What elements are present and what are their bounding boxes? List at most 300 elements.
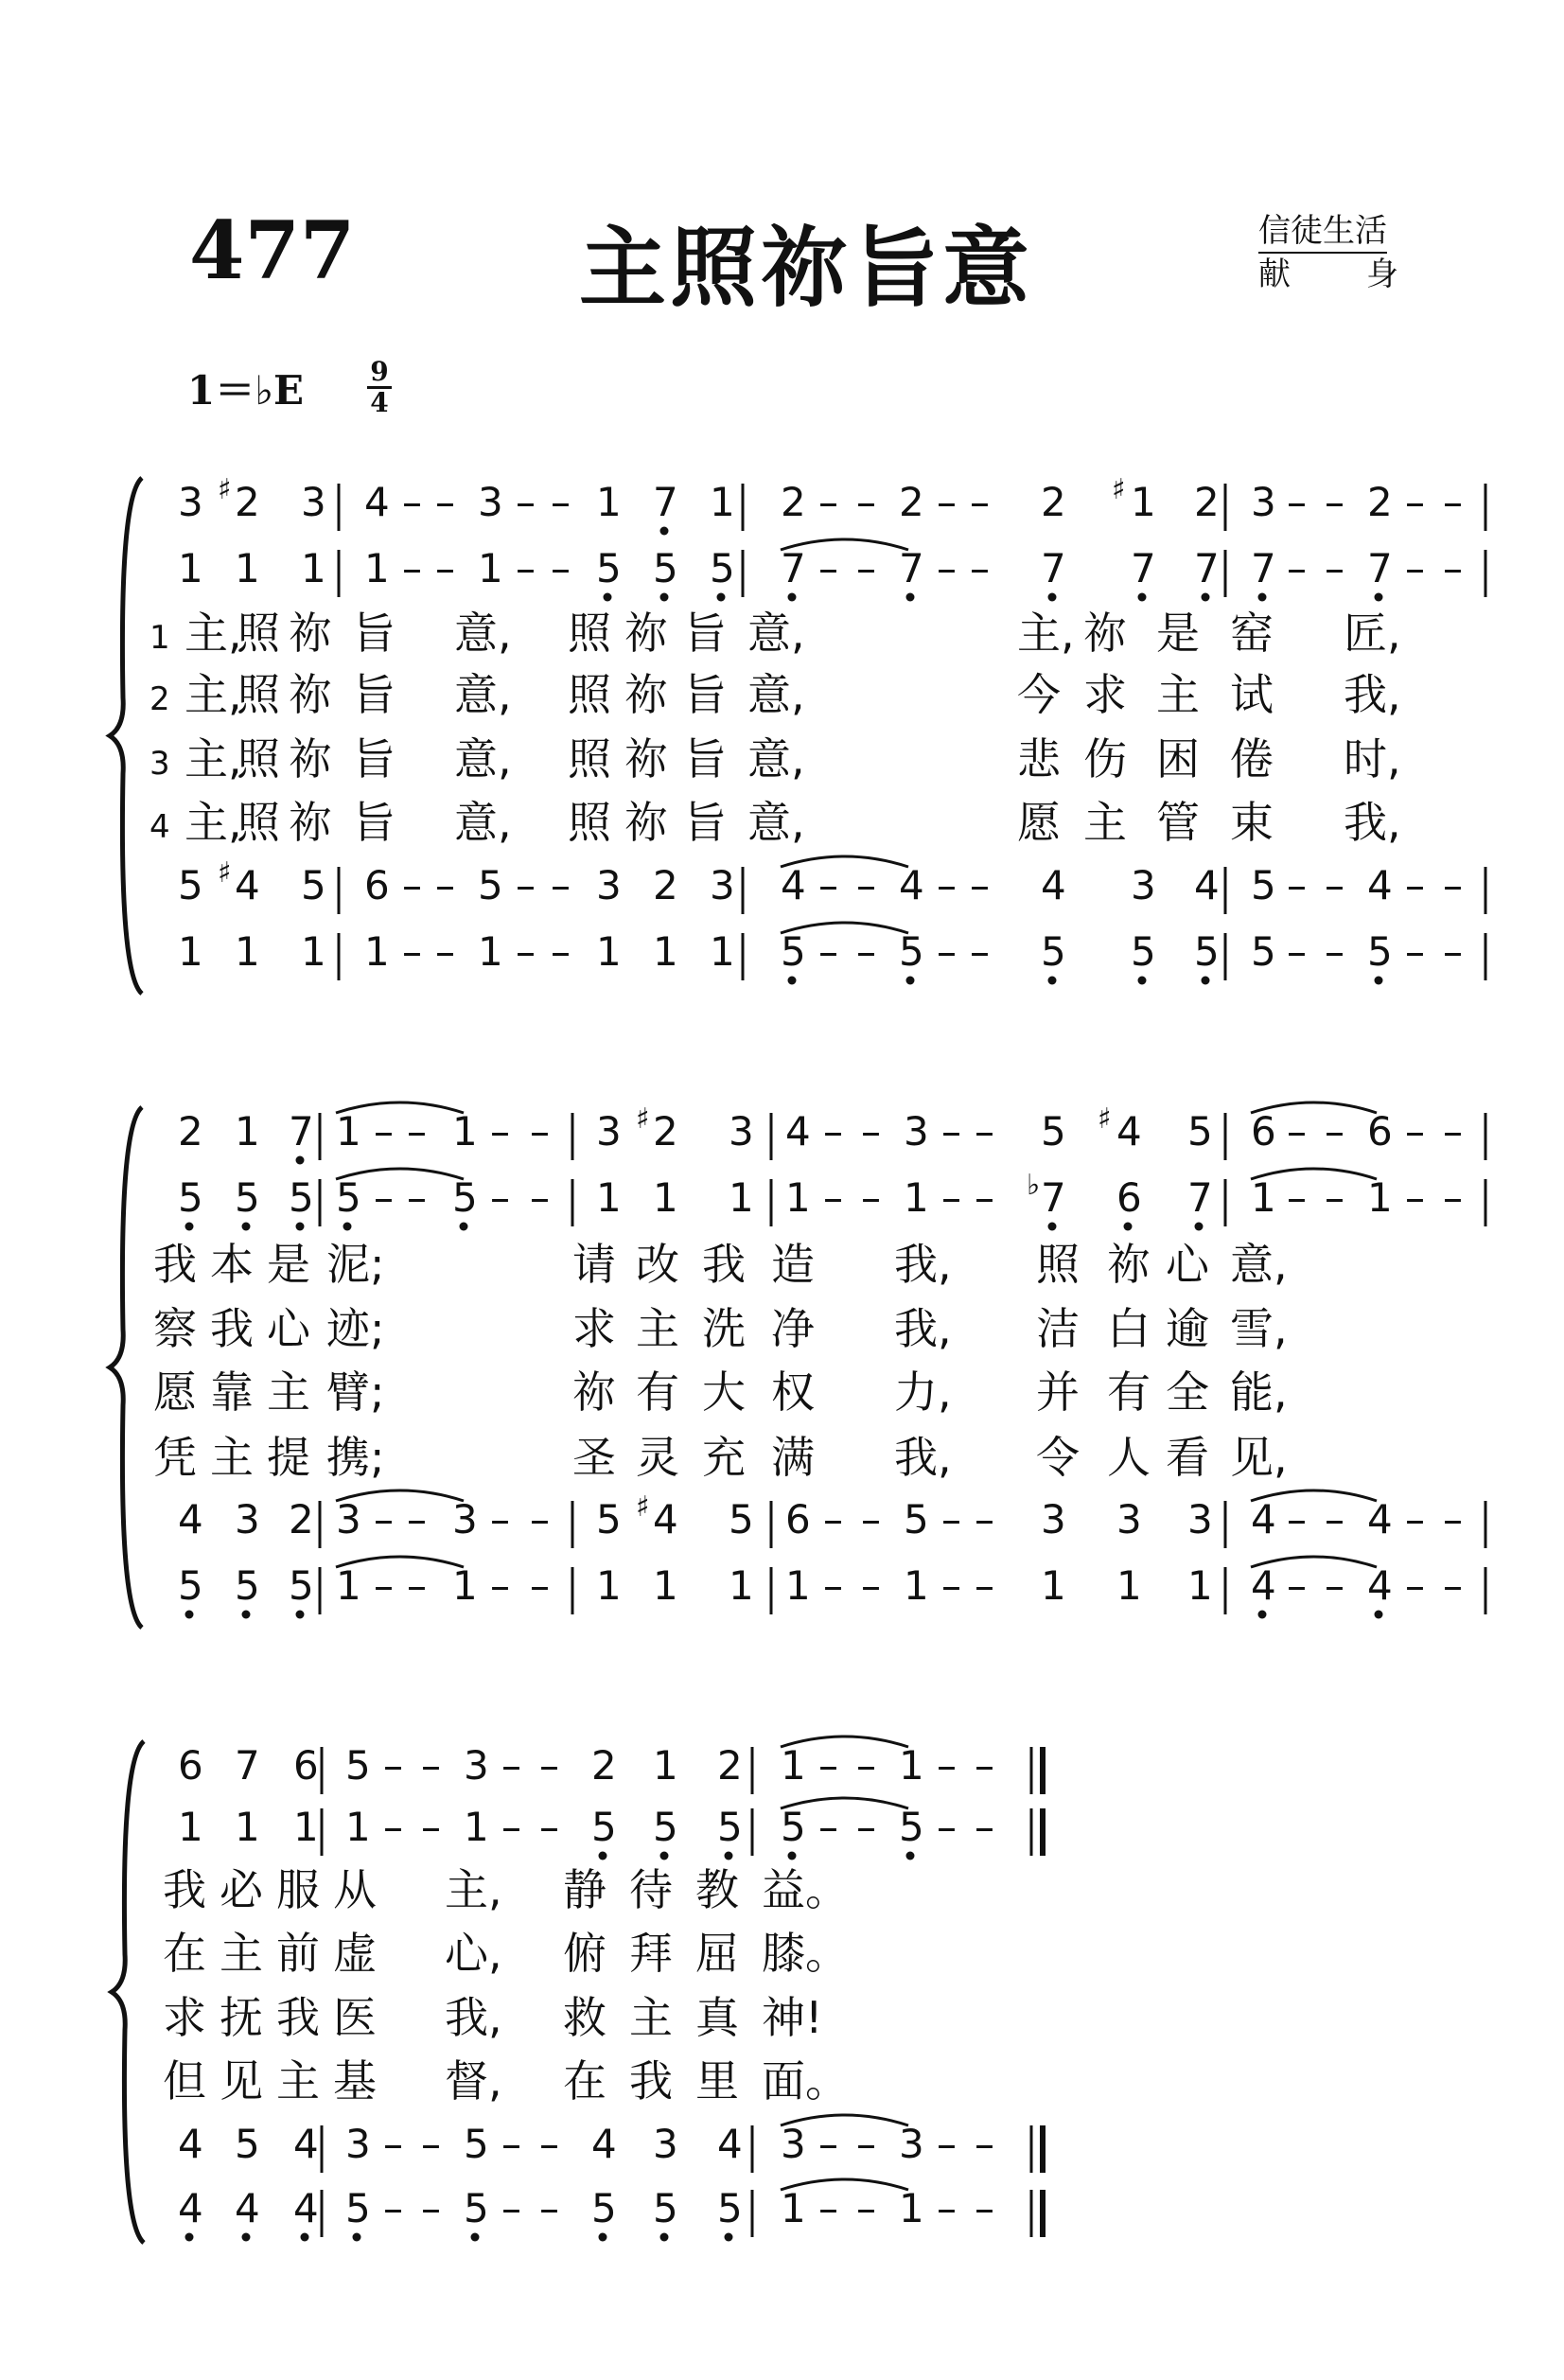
note-dash: –: [1443, 928, 1463, 975]
note-digit: 1: [178, 1804, 203, 1850]
note-digit: 5: [178, 1562, 203, 1609]
note-dash: –: [1287, 1174, 1307, 1221]
note-digit: 1: [235, 1108, 260, 1155]
note-dash: –: [501, 1742, 521, 1789]
note-digit: 4: [293, 2185, 319, 2231]
note-digit: 1: [785, 1562, 811, 1609]
note-dash: –: [861, 1496, 881, 1543]
note-dash: –: [490, 1108, 510, 1155]
lyric-char: 看: [1166, 1432, 1209, 1483]
note-dash: –: [941, 1108, 961, 1155]
note-digit: 3: [653, 2121, 678, 2167]
note-digit: 4: [235, 862, 260, 908]
note-dash: –: [539, 1742, 559, 1789]
lyric-char: 教: [695, 1864, 739, 1915]
octave-dot: [725, 2233, 733, 2242]
note-digit: 1: [178, 928, 203, 975]
note-row: [178, 928, 1485, 985]
lyric-char: 是: [1156, 608, 1200, 659]
note-digit: 1: [1131, 479, 1156, 525]
note-digit: 5: [1367, 928, 1393, 975]
lyric-char: 见: [220, 2055, 263, 2107]
note-digit: 1: [653, 1742, 678, 1789]
note-digit: 7: [1131, 545, 1156, 591]
note-digit: 3: [1131, 862, 1156, 908]
note-dash: –: [975, 1108, 994, 1155]
lyric-char: 意,: [1230, 1239, 1288, 1290]
time-signature-bottom: 4: [367, 386, 392, 417]
note-dash: –: [551, 862, 571, 908]
note-dash: –: [1287, 928, 1307, 975]
note-dash: –: [1443, 1108, 1463, 1155]
note-dash: –: [941, 1496, 961, 1543]
lyric-char: 泥;: [326, 1239, 385, 1290]
octave-dot: [185, 2233, 194, 2242]
note-dash: –: [402, 862, 422, 908]
note-digit: 3: [596, 862, 622, 908]
note-dash: –: [970, 479, 990, 525]
lyric-char: 心: [1166, 1239, 1209, 1290]
note-digit: 7: [289, 1108, 314, 1155]
lyric-char: 灵: [636, 1432, 679, 1483]
note-digit: 3: [1187, 1496, 1213, 1543]
note-digit: 6: [1251, 1108, 1276, 1155]
lyric-char: 窑: [1230, 608, 1274, 659]
lyric-char: 愿: [1017, 797, 1061, 848]
note-dash: –: [407, 1562, 427, 1609]
octave-dot: [599, 1852, 607, 1860]
note-dash: –: [937, 862, 957, 908]
note-digit: 1: [596, 1562, 622, 1609]
note-row: [178, 2185, 1043, 2242]
lyric-char: 照: [237, 608, 280, 659]
note-digit: 1: [452, 1562, 478, 1609]
note-dash: –: [856, 1742, 876, 1789]
lyric-char: 面。: [762, 2055, 849, 2107]
octave-dot: [906, 593, 915, 602]
note-dash: –: [490, 1496, 510, 1543]
note-digit: 7: [1251, 545, 1276, 591]
lyric-char: 见,: [1230, 1432, 1288, 1483]
note-dash: –: [1443, 479, 1463, 525]
note-dash: –: [975, 1496, 994, 1543]
lyric-char: 我,: [1344, 797, 1401, 848]
note-digit: 4: [591, 2121, 617, 2167]
lyric-char: 意,: [454, 669, 512, 720]
note-digit: 6: [364, 862, 390, 908]
note-row: [178, 1742, 1043, 1794]
lyric-char: 时,: [1344, 733, 1401, 785]
lyric-char: 力,: [894, 1366, 952, 1418]
lyric-char: 管: [1156, 797, 1200, 848]
lyric-char: 照: [568, 669, 611, 720]
note-digit: 1: [364, 545, 390, 591]
note-digit: 1: [1187, 1562, 1213, 1609]
lyric-char: 我,: [894, 1432, 952, 1483]
octave-dot: [1124, 1223, 1133, 1231]
lyric-row: [149, 608, 1401, 659]
note-dash: –: [818, 928, 838, 975]
lyric-char: 照: [568, 797, 611, 848]
lyric-char: 满: [771, 1432, 815, 1483]
note-dash: –: [1405, 1174, 1425, 1221]
note-dash: –: [856, 2185, 876, 2231]
note-digit: 2: [653, 1108, 678, 1155]
lyric-char: 求: [163, 1992, 206, 2043]
lyric-char: 净: [771, 1303, 815, 1354]
note-digit: 4: [1251, 1496, 1276, 1543]
lyric-char: 督,: [445, 2055, 502, 2107]
note-dash: –: [407, 1496, 427, 1543]
note-dash: –: [970, 545, 990, 591]
lyric-char: 主: [629, 1992, 673, 2043]
lyric-char: 祢: [624, 669, 668, 720]
octave-dot: [1048, 593, 1057, 602]
note-digit: 6: [1367, 1108, 1393, 1155]
octave-dot: [242, 1611, 251, 1619]
octave-dot: [301, 2233, 309, 2242]
note-digit: 1: [464, 1804, 489, 1850]
note-dash: –: [421, 2121, 441, 2167]
note-digit: 5: [653, 545, 678, 591]
note-digit: 5: [452, 1174, 478, 1221]
note-digit: 1: [178, 545, 203, 591]
note-digit: 1: [729, 1174, 754, 1221]
lyric-char: 祢: [624, 608, 668, 659]
note-digit: 4: [1116, 1108, 1142, 1155]
lyric-char: 抚: [220, 1992, 263, 2043]
lyric-char: 雪,: [1230, 1303, 1288, 1354]
note-row: [178, 473, 1485, 536]
note-dash: –: [501, 2121, 521, 2167]
note-dash: –: [407, 1108, 427, 1155]
note-digit: 1: [235, 1804, 260, 1850]
lyric-row: [149, 669, 1401, 720]
note-digit: 3: [781, 2121, 806, 2167]
hymn-title: 主照祢旨意: [579, 218, 1034, 319]
note-dash: –: [975, 2185, 994, 2231]
octave-dot: [1138, 977, 1147, 985]
note-dash: –: [516, 479, 536, 525]
octave-dot: [660, 2233, 669, 2242]
note-digit: 4: [717, 2121, 743, 2167]
note-digit: 3: [464, 1742, 489, 1789]
note-digit: 5: [1041, 1108, 1066, 1155]
note-digit: 3: [1251, 479, 1276, 525]
lyric-char: 医: [333, 1992, 377, 2043]
lyric-char: 祢: [1083, 608, 1127, 659]
lyric-char: 迹;: [326, 1303, 385, 1354]
accidental: ♭: [1027, 1169, 1041, 1202]
note-digit: 6: [293, 1742, 319, 1789]
note-digit: 4: [1367, 1562, 1393, 1609]
note-dash: –: [1325, 1108, 1344, 1155]
note-dash: –: [435, 928, 455, 975]
note-row: [178, 856, 1485, 914]
lyric-char: 祢: [624, 797, 668, 848]
note-digit: 4: [1251, 1562, 1276, 1609]
note-dash: –: [861, 1174, 881, 1221]
note-dash: –: [856, 545, 876, 591]
lyric-row: [163, 2055, 849, 2107]
note-dash: –: [856, 479, 876, 525]
note-digit: 7: [781, 545, 806, 591]
note-dash: –: [1325, 479, 1344, 525]
note-dash: –: [937, 1742, 957, 1789]
lyric-char: 主: [210, 1432, 254, 1483]
note-dash: –: [937, 545, 957, 591]
note-dash: –: [818, 1742, 838, 1789]
lyric-char: 祢: [624, 733, 668, 785]
lyric-char: 主: [220, 1928, 263, 1979]
lyric-char: 是: [267, 1239, 310, 1290]
note-dash: –: [1287, 1562, 1307, 1609]
note-dash: –: [818, 862, 838, 908]
note-digit: 7: [1194, 545, 1220, 591]
note-dash: –: [1443, 545, 1463, 591]
lyric-char: 改: [636, 1239, 679, 1290]
note-digit: 1: [345, 1804, 371, 1850]
note-digit: 4: [178, 2185, 203, 2231]
octave-dot: [1375, 1611, 1383, 1619]
lyric-row: [153, 1303, 1288, 1354]
note-digit: 1: [710, 928, 735, 975]
category-sub: 献 身: [1258, 256, 1398, 293]
note-digit: 3: [904, 1108, 929, 1155]
note-digit: 5: [717, 2185, 743, 2231]
note-digit: 1: [301, 928, 326, 975]
lyric-char: 权: [771, 1366, 815, 1418]
note-digit: 4: [364, 479, 390, 525]
note-dash: –: [1443, 1174, 1463, 1221]
note-dash: –: [516, 928, 536, 975]
note-dash: –: [937, 2185, 957, 2231]
lyric-char: 倦: [1230, 733, 1274, 785]
note-digit: 4: [785, 1108, 811, 1155]
lyric-char: 我,: [894, 1239, 952, 1290]
note-dash: –: [1405, 545, 1425, 591]
octave-dot: [725, 1852, 733, 1860]
note-digit: 2: [591, 1742, 617, 1789]
note-dash: –: [1405, 1496, 1425, 1543]
lyric-char: 试: [1230, 669, 1274, 720]
note-digit: 3: [596, 1108, 622, 1155]
lyric-char: 意,: [454, 608, 512, 659]
lyric-char: 意,: [747, 608, 805, 659]
lyric-char: 照: [1036, 1239, 1080, 1290]
note-digit: 1: [899, 1742, 924, 1789]
note-dash: –: [1325, 1174, 1344, 1221]
note-digit: 1: [596, 1174, 622, 1221]
note-row: [178, 1562, 1485, 1619]
note-dash: –: [1443, 1562, 1463, 1609]
note-digit: 5: [717, 1804, 743, 1850]
note-digit: 5: [899, 928, 924, 975]
note-digit: 6: [785, 1496, 811, 1543]
lyric-char: 我: [153, 1239, 197, 1290]
note-dash: –: [856, 862, 876, 908]
octave-dot: [660, 593, 669, 602]
accidental: ♯: [636, 1490, 650, 1524]
note-digit: 5: [345, 1742, 371, 1789]
note-digit: 1: [596, 479, 622, 525]
lyric-char: 神!: [762, 1992, 823, 2043]
lyric-char: 照: [568, 608, 611, 659]
note-dash: –: [435, 545, 455, 591]
lyric-char: 靠: [210, 1366, 254, 1418]
note-digit: 6: [178, 1742, 203, 1789]
octave-dot: [788, 1852, 797, 1860]
note-digit: 2: [1367, 479, 1393, 525]
lyric-char: 照: [237, 669, 280, 720]
note-dash: –: [1325, 545, 1344, 591]
lyric-char: 臂;: [326, 1366, 385, 1418]
lyric-char: 我: [163, 1864, 206, 1915]
note-dash: –: [1325, 1496, 1344, 1543]
lyric-char: 人: [1107, 1432, 1151, 1483]
octave-dot: [788, 593, 797, 602]
lyric-char: 主: [267, 1366, 310, 1418]
note-dash: –: [530, 1496, 550, 1543]
note-dash: –: [937, 2121, 957, 2167]
lyric-char: 有: [636, 1366, 679, 1418]
note-dash: –: [856, 928, 876, 975]
lyric-char: 洗: [702, 1303, 746, 1354]
lyric-char: 主: [1083, 797, 1127, 848]
note-digit: 1: [781, 2185, 806, 2231]
note-dash: –: [383, 2121, 403, 2167]
note-digit: 5: [591, 1804, 617, 1850]
note-digit: 1: [301, 545, 326, 591]
lyric-char: 真: [695, 1992, 739, 2043]
lyric-char: 祢: [289, 608, 332, 659]
note-digit: 1: [293, 1804, 319, 1850]
lyric-char: 主,: [185, 733, 242, 785]
lyric-char: 我,: [445, 1992, 502, 2043]
note-dash: –: [1325, 928, 1344, 975]
system-brace: [110, 478, 142, 994]
note-row: [178, 1804, 1043, 1860]
note-digit: 3: [710, 862, 735, 908]
lyric-char: 白: [1107, 1303, 1151, 1354]
note-dash: –: [975, 1742, 994, 1789]
octave-dot: [353, 2233, 361, 2242]
note-digit: 4: [293, 2121, 319, 2167]
octave-dot: [604, 593, 612, 602]
note-digit: 5: [1187, 1108, 1213, 1155]
note-digit: 5: [235, 1562, 260, 1609]
note-dash: –: [539, 2121, 559, 2167]
accidental: ♯: [1098, 1102, 1112, 1136]
lyric-char: 祢: [1107, 1239, 1151, 1290]
octave-dot: [1375, 593, 1383, 602]
note-digit: 4: [1194, 862, 1220, 908]
note-dash: –: [530, 1174, 550, 1221]
accidental: ♯: [636, 1102, 650, 1136]
lyric-char: 伤: [1083, 733, 1127, 785]
note-digit: 7: [899, 545, 924, 591]
note-digit: 5: [301, 862, 326, 908]
note-dash: –: [530, 1108, 550, 1155]
note-dash: –: [1405, 479, 1425, 525]
note-dash: –: [551, 928, 571, 975]
note-dash: –: [1287, 862, 1307, 908]
note-digit: 5: [710, 545, 735, 591]
lyric-char: 必: [220, 1864, 263, 1915]
note-dash: –: [551, 479, 571, 525]
lyric-row: [153, 1432, 1288, 1483]
note-digit: 4: [899, 862, 924, 908]
note-dash: –: [818, 2121, 838, 2167]
note-dash: –: [1287, 479, 1307, 525]
octave-dot: [1375, 977, 1383, 985]
note-digit: 1: [785, 1174, 811, 1221]
lyric-char: 在: [563, 2055, 606, 2107]
note-digit: 1: [364, 928, 390, 975]
lyric-char: 匠,: [1344, 608, 1401, 659]
note-dash: –: [975, 1562, 994, 1609]
note-dash: –: [501, 1804, 521, 1850]
note-digit: 5: [1194, 928, 1220, 975]
time-signature-top: 9: [370, 356, 389, 387]
note-dash: –: [435, 479, 455, 525]
note-digit: 3: [729, 1108, 754, 1155]
lyric-char: 旨: [683, 608, 727, 659]
lyric-char: 求: [1083, 669, 1127, 720]
note-digit: 1: [1041, 1562, 1066, 1609]
octave-dot: [906, 977, 915, 985]
note-dash: –: [823, 1108, 843, 1155]
note-digit: 2: [781, 479, 806, 525]
octave-dot: [296, 1223, 305, 1231]
lyric-char: 意,: [454, 733, 512, 785]
note-digit: 5: [235, 1174, 260, 1221]
note-row: [178, 545, 1485, 602]
note-digit: 1: [904, 1562, 929, 1609]
lyric-char: 救: [563, 1992, 606, 2043]
note-digit: 1: [478, 928, 503, 975]
note-digit: 1: [336, 1108, 361, 1155]
lyric-char: 照: [568, 733, 611, 785]
octave-dot: [660, 527, 669, 536]
note-dash: –: [421, 2185, 441, 2231]
note-digit: 7: [1187, 1174, 1213, 1221]
note-digit: 1: [336, 1562, 361, 1609]
note-dash: –: [975, 1174, 994, 1221]
note-digit: 3: [178, 479, 203, 525]
lyric-char: 全: [1166, 1366, 1209, 1418]
note-digit: 1: [653, 1174, 678, 1221]
note-dash: –: [374, 1496, 394, 1543]
note-digit: 2: [899, 479, 924, 525]
note-dash: –: [1287, 1496, 1307, 1543]
lyric-char: 益。: [762, 1864, 849, 1915]
note-digit: 5: [336, 1174, 361, 1221]
note-digit: 1: [653, 1562, 678, 1609]
note-dash: –: [937, 1804, 957, 1850]
note-dash: –: [421, 1742, 441, 1789]
lyric-char: 主,: [185, 669, 242, 720]
note-dash: –: [539, 1804, 559, 1850]
note-dash: –: [937, 928, 957, 975]
lyric-char: 求: [572, 1303, 616, 1354]
note-digit: 3: [1116, 1496, 1142, 1543]
note-dash: –: [1287, 1108, 1307, 1155]
verse-number: 2: [149, 680, 170, 718]
lyric-char: 我: [702, 1239, 746, 1290]
note-dash: –: [941, 1562, 961, 1609]
lyric-char: 今: [1017, 669, 1061, 720]
